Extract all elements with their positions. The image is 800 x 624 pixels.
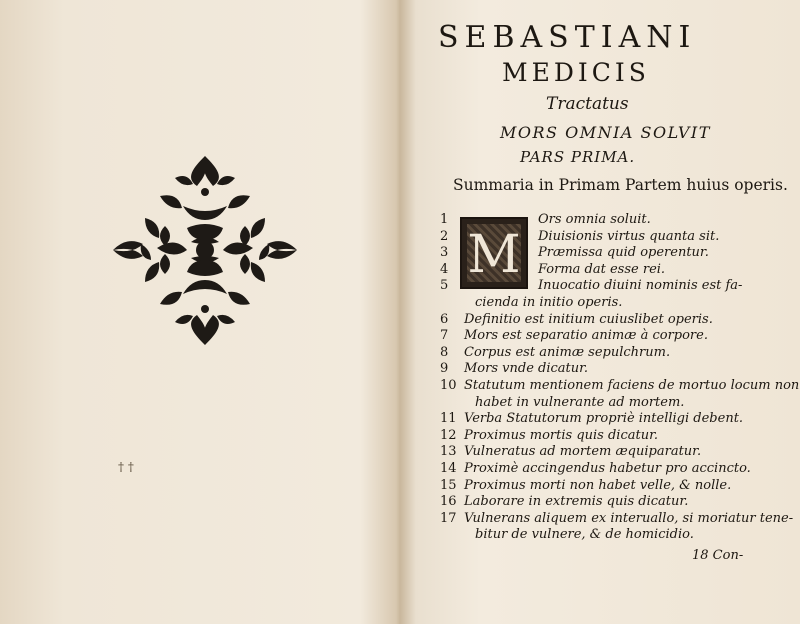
list-item: 11 Verba Statutorum propriè intelligi debent. bbox=[440, 411, 744, 427]
tractatus-heading: Tractatus bbox=[546, 94, 629, 114]
list-item: 7 Mors est separatio animæ à corpore. bbox=[440, 328, 708, 344]
list-item: 15 Proximus morti non habet velle, & nolle. bbox=[440, 477, 732, 493]
list-item: habet in vulnerante ad mortem. bbox=[475, 394, 685, 410]
summary-heading: Summaria in Primam Partem huius operis. bbox=[453, 176, 788, 194]
right-page bbox=[420, 0, 800, 624]
list-item: 10 Statutum mentionem faciens de mortuo locum non bbox=[440, 377, 800, 393]
page-mark: † † bbox=[118, 460, 134, 474]
list-item: bitur de vulnere, & de homicidio. bbox=[475, 527, 694, 543]
list-item: 6 Definitio est initium cuiuslibet operis. bbox=[440, 311, 713, 327]
list-item: 12 Proximus mortis quis dicatur. bbox=[440, 427, 659, 443]
author-subtitle: MEDICIS bbox=[502, 58, 650, 87]
list-item: 1 Ors omnia soluit. bbox=[440, 212, 651, 227]
list-item: 17 Vulnerans aliquem ex interuallo, si moriatur tene- bbox=[440, 510, 794, 526]
bleed-through-text bbox=[60, 40, 66, 70]
list-item: 4 Forma dat esse rei. bbox=[440, 261, 666, 277]
list-item: 14 Proximè accingendus habetur pro accincto. bbox=[440, 460, 751, 476]
author-title: SEBASTIANI bbox=[438, 20, 697, 55]
work-title: MORS OMNIA SOLVIT bbox=[500, 123, 711, 142]
printers-ornament bbox=[105, 148, 305, 353]
list-item: 5 Inuocatio diuini nominis est fa- bbox=[440, 278, 743, 294]
list-item: 3 Præmissa quid operentur. bbox=[440, 245, 709, 261]
part-heading: PARS PRIMA. bbox=[520, 148, 636, 166]
list-item: 9 Mors vnde dicatur. bbox=[440, 361, 589, 377]
list-item: 8 Corpus est animæ sepulchrum. bbox=[440, 344, 671, 360]
list-item: 13 Vulneratus ad mortem æquiparatur. bbox=[440, 444, 702, 460]
catchword: 18 Con- bbox=[692, 548, 744, 563]
initial-letter: M bbox=[467, 225, 521, 285]
summary-list bbox=[440, 212, 800, 544]
list-item: 2 Diuisionis virtus quanta sit. bbox=[440, 228, 720, 244]
list-item: cienda in initio operis. bbox=[475, 294, 623, 310]
list-item: 16 Laborare in extremis quis dicatur. bbox=[440, 494, 689, 510]
